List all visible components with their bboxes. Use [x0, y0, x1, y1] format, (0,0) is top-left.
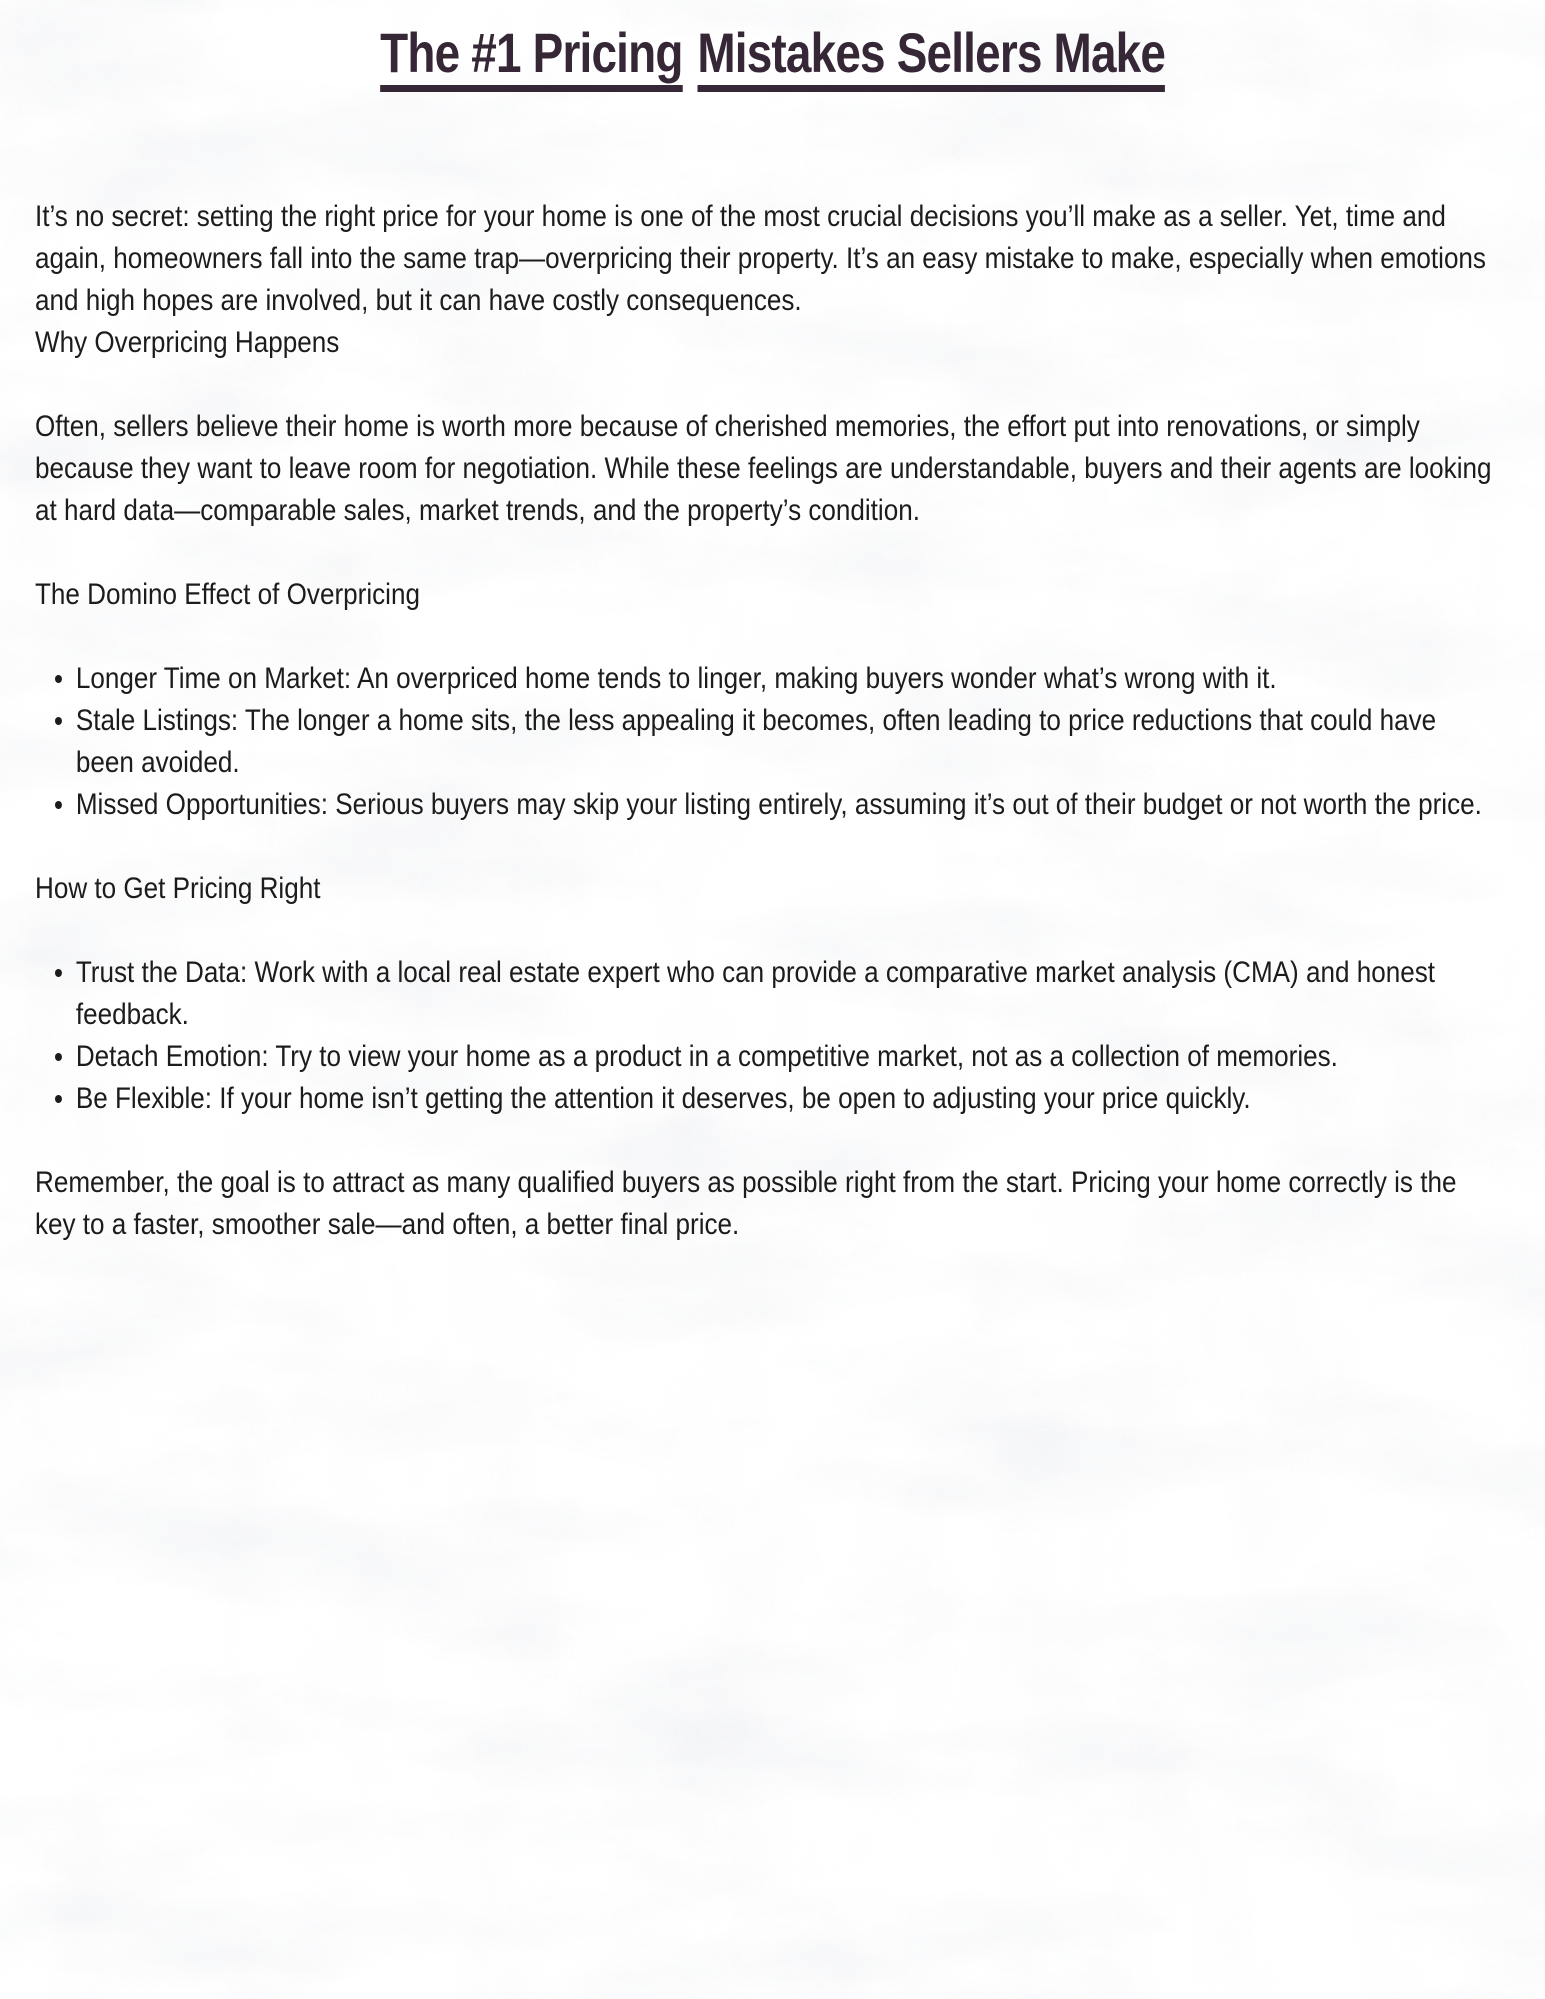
bullet-missed-opportunities: Missed Opportunities: Serious buyers may skip your listing entirely, assuming it’s out of their budget or not worth the price.	[35, 784, 1495, 826]
body-text-block	[35, 196, 1495, 1246]
bullet-longer-time-on-market: Longer Time on Market: An overpriced home tends to linger, making buyers wonder what’s wrong with it.	[35, 658, 1495, 700]
pricing-bullet-list	[35, 952, 1495, 1120]
paragraph-why-overpricing: Often, sellers believe their home is worth more because of cherished memories, the effort put into renovations, or simply because they want to leave room for negotiation. While these feelings are understandable, buyers and their agents are looking at hard data—comparable sales, market trends, and the property’s condition.	[35, 410, 1492, 527]
heading-domino-effect: The Domino Effect of Overpricing	[35, 578, 420, 611]
intro-paragraph: It’s no secret: setting the right price for your home is one of the most crucial decisions you’ll make as a seller. Yet, time and again, homeowners fall into the same trap—overpricing their property. It’s an easy mistake to make, especially when emotions and high hopes are involved, but it can have costly consequences.	[35, 200, 1486, 317]
domino-bullet-list	[35, 658, 1495, 826]
heading-how-to-get-pricing-right: How to Get Pricing Right	[35, 872, 321, 905]
bullet-detach-emotion: Detach Emotion: Try to view your home as a product in a competitive market, not as a collection of memories.	[35, 1036, 1495, 1078]
bullet-trust-the-data: Trust the Data: Work with a local real estate expert who can provide a comparative market analysis (CMA) and honest feedback.	[35, 952, 1495, 1036]
title-part-2: Mistakes Sellers Make	[697, 22, 1165, 92]
page-title	[0, 22, 1545, 92]
page-title-inner	[380, 22, 1165, 92]
title-part-1: The #1 Pricing	[380, 22, 682, 92]
bullet-be-flexible: Be Flexible: If your home isn’t getting the attention it deserves, be open to adjusting your price quickly.	[35, 1078, 1495, 1120]
closing-paragraph: Remember, the goal is to attract as many qualified buyers as possible right from the start. Pricing your home correctly is the key to a faster, smoother sale—and often, a better final price.	[35, 1166, 1457, 1241]
bullet-stale-listings: Stale Listings: The longer a home sits, the less appealing it becomes, often leading to price reductions that could have been avoided.	[35, 700, 1495, 784]
subheading-why-overpricing: Why Overpricing Happens	[35, 326, 340, 359]
